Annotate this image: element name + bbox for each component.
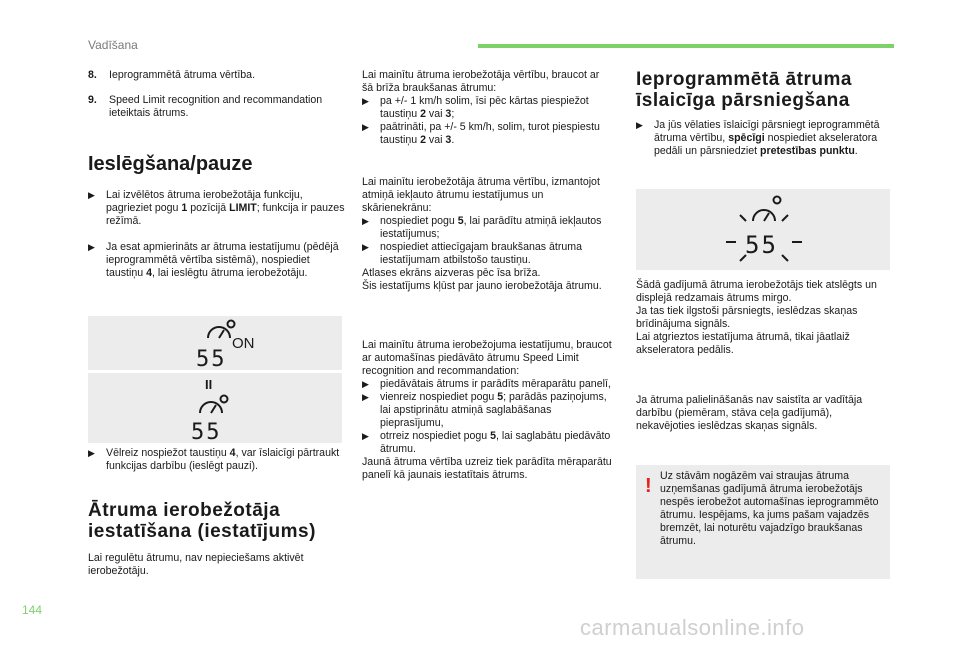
arrow-icon: ▶ — [88, 242, 95, 252]
paragraph: Lai mainītu ātruma ierobežotāja vērtību, braucot ar šā brīža braukšanas ātrumu: — [362, 69, 600, 94]
bullet-item: ▶ piedāvātais ātrums ir parādīts mēraparātu panelī, — [362, 378, 611, 390]
speed-readout: 55 — [745, 231, 778, 259]
bullet-item: ▶ paātrināti, pa +/- 5 km/h, solim, turot piespiestu taustiņu 2 vai 3. — [362, 121, 600, 146]
arrow-icon: ▶ — [362, 96, 369, 106]
settings-paragraph: Lai regulētu ātrumu, nav nepieciešams aktivēt ierobežotāju. — [88, 552, 304, 577]
arrow-icon: ▶ — [88, 448, 95, 458]
header-accent-bar — [478, 44, 894, 48]
item-number: 8. — [88, 69, 97, 81]
paragraph: Šis iestatījums kļūst par jauno ierobežotāja ātrumu. — [362, 280, 602, 292]
bullet-item: ▶ otrreiz nospiediet pogu 5, lai saglabātu piedāvāto ātrumu. — [362, 430, 611, 455]
paragraph: Lai mainītu ierobežotāja ātruma vērtību, izmantojot atmiņā iekļauto ātrumu iestatījumus un skārienekrānu: — [362, 176, 600, 214]
arrow-icon: ▶ — [636, 120, 643, 130]
heading-settings: Ātruma ierobežotāja iestatīšana (iestatījums) — [88, 500, 316, 542]
paragraph: Lai atgrieztos iestatījuma ātrumā, tikai jāatlaiž akseleratora pedālis. — [636, 331, 850, 356]
bullet-pause — [88, 447, 346, 473]
item-number: 9. — [88, 94, 97, 106]
warning-text: Uz stāvām nogāzēm vai straujas ātruma uzņemšanas gadījumā ātruma ierobežotājs nespēs ierobežot automašīnas ieprogrammēto ātrumu. Iespējams, ka jums pašam vajadzēs bremzēt, lai noturētu vajadzīgo braukšanas ātrumu. — [660, 470, 879, 547]
flash-ray — [740, 215, 746, 221]
col2-block-3 — [362, 339, 614, 482]
page-number: 144 — [22, 603, 43, 617]
limiter-on-illustration — [88, 316, 342, 370]
on-label: ON — [232, 335, 255, 352]
limiter-pause-illustration — [88, 373, 342, 443]
list-item-8 — [88, 69, 328, 82]
bullet-item: ▶ pa +/- 1 km/h solim, īsi pēc kārtas piespiežot taustiņu 2 vai 3; — [362, 95, 589, 120]
flash-ray — [782, 255, 788, 261]
arrow-icon: ▶ — [362, 379, 369, 389]
bullet-text: Vēlreiz nospiežot taustiņu 4, var īslaicīgi pārtraukt funkcijas darbību (ieslēgt pauzi). — [106, 447, 340, 472]
col2-block-2 — [362, 176, 614, 293]
arrow-icon: ▶ — [362, 122, 369, 132]
paragraph: Lai mainītu ātruma ierobežojuma iestatījumu, braucot ar automašīnas piedāvāto ātrumu Speed Limit recognition and recommandation: — [362, 339, 612, 377]
arrow-icon: ▶ — [88, 190, 95, 200]
arrow-icon: ▶ — [362, 431, 369, 441]
col2-block-1 — [362, 69, 612, 147]
limiter-flashing-illustration — [636, 189, 890, 270]
warning-box — [636, 465, 890, 579]
paragraph: Šādā gadījumā ātruma ierobežotājs tiek atslēgts un displejā redzamais ātrums mirgo. — [636, 279, 877, 304]
speed-readout: 55 — [191, 420, 222, 443]
speed-readout: 55 — [196, 347, 227, 370]
bullet-override — [636, 119, 890, 158]
item-text: Ieprogrammētā ātruma vērtība. — [109, 69, 256, 81]
col3-block-2: Ja ātruma palielināšanās nav saistīta ar vadītāja darbību (piemēram, stāva ceļa gadījumā), nekavējoties ieslēdzas skaņas signāls. — [636, 394, 863, 432]
bullet-text: Lai izvēlētos ātruma ierobežotāja funkciju, pagrieziet pogu 1 pozīcijā LIMIT; funkcija ir pauzes režīmā. — [106, 189, 345, 227]
bullet-activate — [88, 241, 346, 280]
bullet-select-function — [88, 189, 346, 228]
bullet-text: Ja jūs vēlaties īslaicīgi pārsniegt ieprogrammētā ātruma vērtību, spēcīgi nospiediet akseleratora pedāli un pārsniedziet pretestības punktu. — [654, 119, 880, 157]
col3-block-1 — [636, 279, 890, 357]
bullet-text: Ja esat apmierināts ar ātruma iestatījumu (pēdējā ieprogrammētā vērtība sistēmā), nospiediet taustiņu 4, lai ieslēgtu ātruma ierobežotāju. — [106, 241, 339, 279]
paragraph: Atlases ekrāns aizveras pēc īsa brīža. — [362, 267, 541, 279]
watermark: carmanualsonline.info — [580, 615, 805, 640]
item-text: Speed Limit recognition and recommandation ieteiktais ātrums. — [109, 94, 323, 119]
bullet-item: ▶ nospiediet pogu 5, lai parādītu atmiņā iekļautos iestatījumus; — [362, 215, 602, 240]
display-pause-panel — [88, 373, 342, 443]
section-title: Vadīšana — [88, 38, 138, 52]
paragraph: Jaunā ātruma vērtība uzreiz tiek parādīta mēraparātu panelī kā jaunais iestatītais ātrums. — [362, 456, 612, 481]
bullet-item: ▶ nospiediet attiecīgajam braukšanas ātruma iestatījumam atbilstošo taustiņu. — [362, 241, 582, 266]
display-flashing-panel — [636, 189, 890, 270]
flash-ray — [782, 215, 788, 221]
heading-override: Ieprogrammētā ātruma īslaicīga pārsniegšana — [636, 69, 852, 111]
pause-icon: II — [205, 377, 213, 392]
heading-pause: Ieslēgšana/pauze — [88, 153, 253, 175]
bullet-item: ▶ vienreiz nospiediet pogu 5; parādās paziņojums, lai apstiprinātu atmiņā saglabāšanas pieprasījumu, — [362, 391, 607, 429]
arrow-icon: ▶ — [362, 216, 369, 226]
paragraph: Ja tas tiek ilgstoši pārsniegts, ieslēdzas skaņas brīdinājuma signāls. — [636, 305, 858, 330]
warning-icon: ! — [645, 475, 652, 497]
display-on-panel — [88, 316, 342, 370]
arrow-icon: ▶ — [362, 242, 369, 252]
list-item-9 — [88, 94, 328, 120]
arrow-icon: ▶ — [362, 392, 369, 402]
